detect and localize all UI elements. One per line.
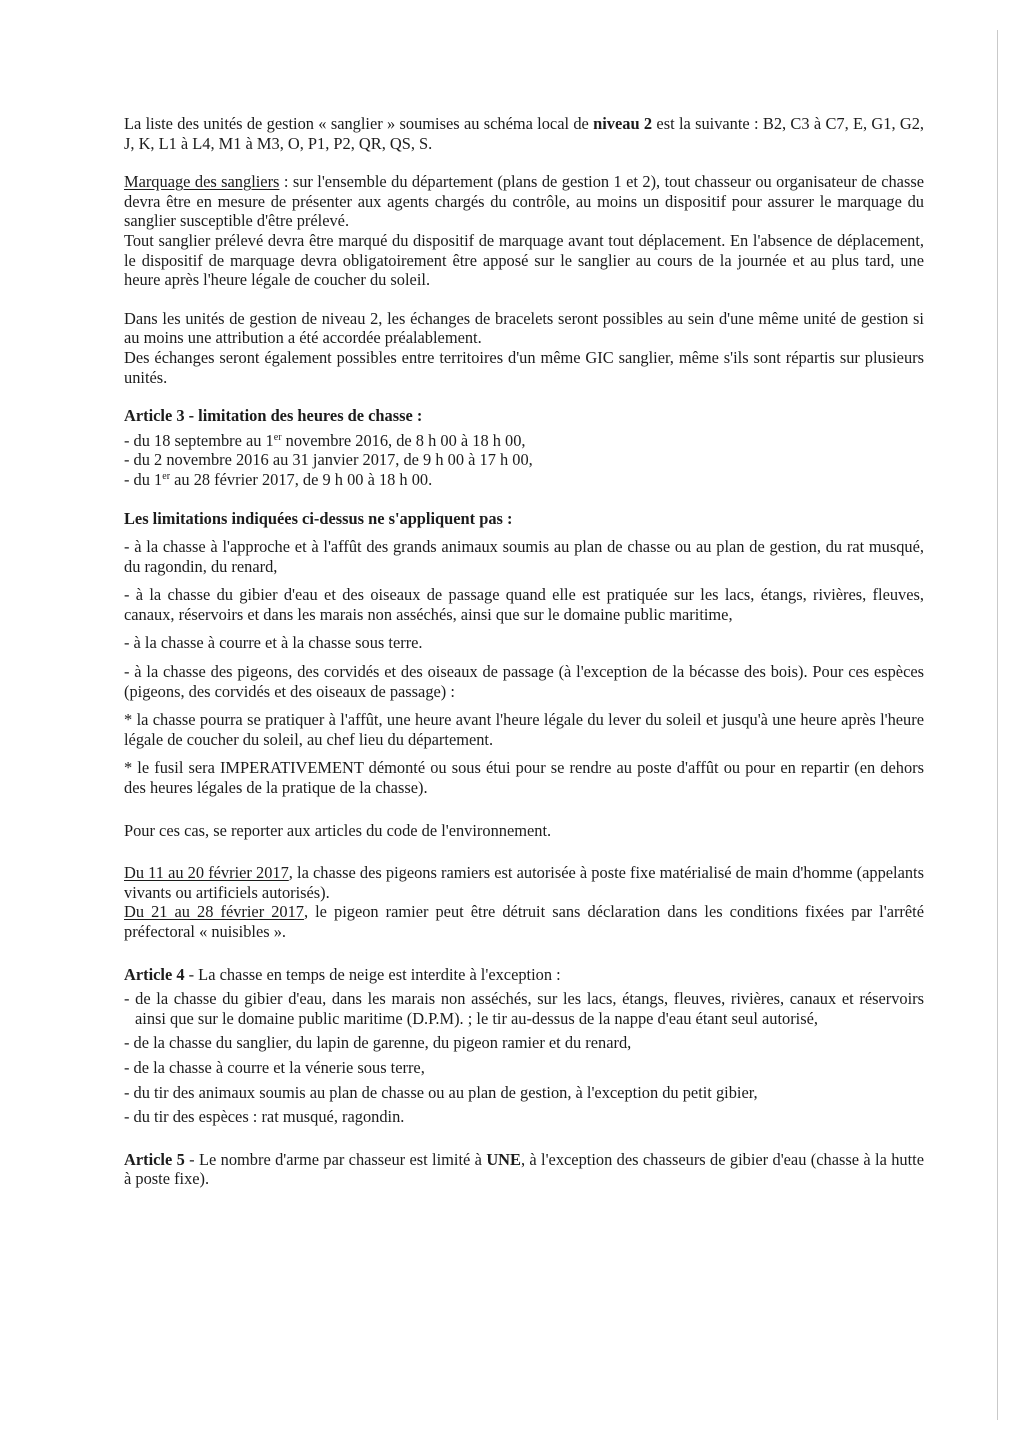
marquage-text: : sur l'ensemble du département (plans de gestion 1 et 2), tout chasseur ou organisateur de chasse devra être en mesure de présenter aux agents chargés du contrôle, au moins un dispositif pour assurer le marquage du sanglier susceptible d'être prélevé. (124, 172, 924, 231)
intro-paragraph (124, 114, 924, 153)
pigeons-date-2: Du 21 au 28 février 2017 (124, 902, 304, 922)
exceptions-heading: Les limitations indiquées ci-dessus ne s'appliquent pas : (124, 508, 513, 528)
article5-paragraph: Article 5 - Le nombre d'arme par chasseur est limité à UNE, à l'exception des chasseurs de gibier d'eau (chasse à la hutte à poste fixe). (124, 1149, 924, 1189)
exception-item: - à la chasse à l'approche et à l'affût des grands animaux soumis au plan de chasse ou au plan de gestion, du rat musqué, du ragondin, du renard, (124, 537, 924, 576)
echanges-paragraph-2: Des échanges seront également possibles entre territoires d'un même GIC sanglier, même s'ils sont répartis sur plusieurs unités. (124, 347, 924, 387)
pigeons-date-1: Du 11 au 20 février 2017 (124, 863, 289, 883)
exception-item: * la chasse pourra se pratiquer à l'affût, une heure avant l'heure légale du lever du soleil et jusqu'à une heure après l'heure légale de coucher du soleil, au chef lieu du département. (124, 710, 924, 749)
marquage-paragraph-2: Tout sanglier prélevé devra être marqué du dispositif de marquage avant tout déplacement. En l'absence de déplacement, le dispositif de marquage devra obligatoirement être apposé sur le sanglier au cours de la journée et au plus tard, une heure après l'heure légale de coucher du soleil. (124, 230, 924, 290)
article5-label: Article 5 (124, 1149, 185, 1169)
exception-item: - à la chasse à courre et à la chasse sous terre. (124, 633, 423, 653)
exception-item: - à la chasse du gibier d'eau et des oiseaux de passage quand elle est pratiquée sur les lacs, étangs, rivières, fleuves, canaux, réservoirs et dans les marais non asséchés, ainsi que sur le domaine public maritime, (124, 585, 924, 624)
article3-note: Pour ces cas, se reporter aux articles du code de l'environnement. (124, 820, 552, 840)
exception-item: - à la chasse des pigeons, des corvidés et des oiseaux de passage (à l'exception de la bécasse des bois). Pour ces espèces (pigeons, des corvidés et des oiseaux de passage) : (124, 662, 924, 701)
marquage-paragraph (124, 172, 924, 231)
intro-bold-level: niveau 2 (593, 114, 653, 133)
article4-item: - de la chasse du gibier d'eau, dans les marais non asséchés, sur les lacs, étangs, fleuves, rivières, canaux et réservoirs ainsi que sur le domaine public maritime (D.P.M). ; le tir au-dessus de la nappe d'eau étant seul autorisé, (124, 989, 924, 1028)
marquage-label: Marquage des sangliers (124, 172, 280, 192)
article4-item: - de la chasse du sanglier, du lapin de garenne, du pigeon ramier et du renard, (124, 1033, 632, 1053)
article4-label: Article 4 (124, 964, 185, 984)
document-page (124, 114, 924, 1189)
article4-item: - du tir des animaux soumis au plan de chasse ou au plan de gestion, à l'exception du petit gibier, (124, 1082, 758, 1102)
article3-item: - du 2 novembre 2016 au 31 janvier 2017, de 9 h 00 à 17 h 00, (124, 450, 533, 470)
article3-heading: Article 3 - limitation des heures de chasse : (124, 406, 423, 426)
scan-edge-line (997, 30, 998, 1420)
article5-bold-une: UNE (486, 1149, 521, 1169)
article4-item: - du tir des espèces : rat musqué, ragondin. (124, 1107, 405, 1127)
pigeons-paragraph-2: Du 21 au 28 février 2017, le pigeon ramier peut être détruit sans déclaration dans les conditions fixées par l'arrêté préfectoral « nuisibles ». (124, 902, 924, 941)
exception-item: * le fusil sera IMPERATIVEMENT démonté ou sous étui pour se rendre au poste d'affût ou pour en repartir (en dehors des heures légales de la pratique de la chasse). (124, 758, 924, 798)
article4-intro: Article 4 - La chasse en temps de neige est interdite à l'exception : (124, 964, 561, 984)
pigeons-paragraph-1: Du 11 au 20 février 2017, la chasse des pigeons ramiers est autorisée à poste fixe matérialisé de main d'homme (appelants vivants ou artificiels autorisés). (124, 863, 924, 902)
intro-text-end: est la suivante : B2, C3 à C7, E, G1, G2, J, K, L1 à L4, M1 à M3, O, P1, P2, QR, QS, S. (124, 114, 924, 153)
article3-item: - du 18 septembre au 1er novembre 2016, de 8 h 00 à 18 h 00, (124, 430, 526, 450)
echanges-paragraph: Dans les unités de gestion de niveau 2, les échanges de bracelets seront possibles au sein d'une même unité de gestion si au moins une attribution a été accordée préalablement. (124, 308, 924, 348)
article4-item: - de la chasse à courre et la vénerie sous terre, (124, 1057, 425, 1077)
article3-item: - du 1er au 28 février 2017, de 9 h 00 à 18 h 00. (124, 469, 433, 489)
intro-text: La liste des unités de gestion « sanglier » soumises au schéma local de (124, 114, 594, 133)
